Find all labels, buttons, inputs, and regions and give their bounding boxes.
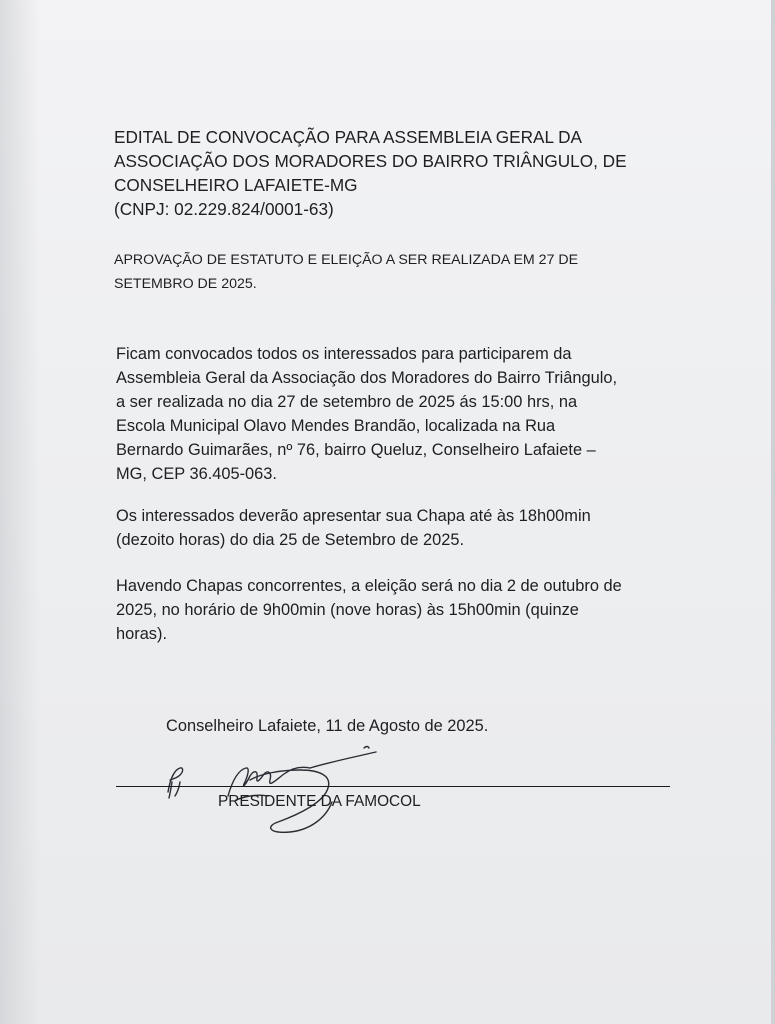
paragraph-line: horas).	[116, 625, 168, 643]
page-edge	[771, 0, 775, 1024]
subtitle-line: APROVAÇÃO DE ESTATUTO E ELEIÇÃO A SER REALIZADA EM 27 DE	[114, 252, 579, 268]
handwritten-signature	[150, 740, 390, 840]
title-line: ASSOCIAÇÃO DOS MORADORES DO BAIRRO TRIÂNGULO, DE	[114, 151, 627, 171]
deadline-paragraph	[116, 504, 591, 552]
convocation-paragraph	[116, 342, 617, 486]
paragraph-line: Bernardo Guimarães, nº 76, bairro Queluz, Conselheiro Lafaiete –	[116, 441, 596, 459]
election-paragraph	[116, 574, 622, 646]
paragraph-line: MG, CEP 36.405-063.	[116, 465, 277, 483]
paragraph-line: Os interessados deverão apresentar sua Chapa até às 18h00min	[116, 507, 591, 525]
paragraph-line: Assembleia Geral da Associação dos Moradores do Bairro Triângulo,	[116, 369, 618, 387]
document-title	[114, 125, 627, 221]
paragraph-line: Havendo Chapas concorrentes, a eleição será no dia 2 de outubro de	[116, 577, 622, 595]
title-line: EDITAL DE CONVOCAÇÃO PARA ASSEMBLEIA GERAL DA	[114, 127, 583, 147]
subtitle-line: SETEMBRO DE 2025.	[114, 276, 257, 292]
signature-line	[116, 786, 670, 787]
title-line: CONSELHEIRO LAFAIETE-MG	[114, 175, 358, 195]
paragraph-line: Escola Municipal Olavo Mendes Brandão, localizada na Rua	[116, 417, 556, 435]
document-subtitle	[114, 248, 578, 296]
paragraph-line: 2025, no horário de 9h00min (nove horas) às 15h00min (quinze	[116, 601, 579, 619]
paragraph-line: (dezoito horas) do dia 25 de Setembro de 2025.	[116, 531, 465, 549]
place-and-date: Conselheiro Lafaiete, 11 de Agosto de 2025.	[166, 717, 489, 735]
page-shadow	[0, 0, 40, 1024]
paragraph-line: a ser realizada no dia 27 de setembro de 2025 ás 15:00 hrs, na	[116, 393, 578, 411]
paragraph-line: Ficam convocados todos os interessados para participarem da	[116, 345, 572, 363]
cnpj-line: (CNPJ: 02.229.824/0001-63)	[114, 199, 334, 219]
signature-label: PRESIDENTE DA FAMOCOL	[218, 793, 421, 810]
